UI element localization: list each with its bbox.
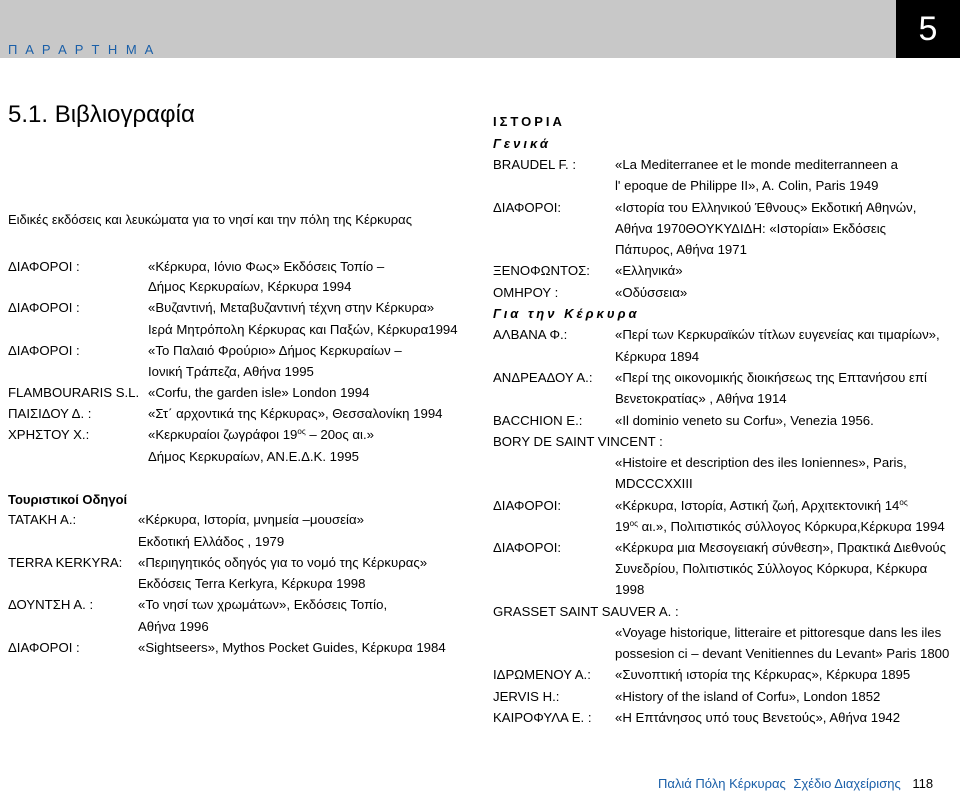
entry-author: ΠΑΙΣΙΔΟΥ Δ. : (8, 406, 92, 421)
entry-text: Ιερά Μητρόπολη Κέρκυρας και Παξών, Κέρκυρα1994 (148, 322, 458, 337)
entry-text: «Il dominio veneto su Corfu», Venezia 1956. (615, 413, 874, 428)
entry-text: «Η Επτάνησος υπό τους Βενετούς», Αθήνα 1942 (615, 710, 901, 725)
entry-text: l' epoque de Philippe II», A. Colin, Paris 1949 (615, 178, 879, 193)
entry-text: possesion ci – devant Venitiennes du Levant» Paris 1800 (615, 646, 950, 661)
entry-text: «La Mediterranee et le monde mediterranneen a (615, 157, 898, 172)
entry-author: ΤΑΤΑΚΗ Α.: (8, 512, 77, 527)
entry-text: «Κέρκυρα, Ιστορία, μνημεία –μουσεία» (138, 512, 364, 527)
entry-text: «Περί της οικονομικής διοικήσεως της Επτανήσου επί (615, 370, 927, 385)
entry-text: Εκδόσεις Terra Kerkyra, Κέρκυρα 1998 (138, 576, 366, 591)
entry-text: «Συνοπτική ιστορία της Κέρκυρας», Κέρκυρα 1895 (615, 667, 911, 682)
entry-text: «Περιηγητικός οδηγός για το νομό της Κέρκυρας» (138, 555, 428, 570)
entry-text: Δήμος Κερκυραίων, ΑΝ.Ε.Δ.Κ. 1995 (148, 449, 359, 464)
entry-author: ΟΜΗΡΟΥ : (493, 285, 559, 300)
entry-text: Κέρκυρα 1894 (615, 349, 700, 364)
entry-author: ΔΙΑΦΟΡΟΙ : (8, 259, 80, 274)
subtitle-history: ΙΣΤΟΡΙΑ (493, 114, 565, 129)
entry-text: Εκδοτική Ελλάδος , 1979 (138, 534, 285, 549)
entry-text: «Κερκυραίοι ζωγράφοι $19^{o\varsigma} - 20o\varsigma$ αι.» (148, 427, 374, 442)
entry-author: ΚΑΙΡΟΦΥΛΑ Ε. : (493, 710, 592, 725)
appendix-label: Π Α Ρ Α Ρ Τ Η Μ Α (8, 42, 156, 57)
entry-text: «Κέρκυρα μια Μεσογειακή σύνθεση», Πρακτικά Διεθνούς (615, 540, 946, 555)
entry-text: «Το Παλαιό Φρούριο» Δήμος Κερκυραίων – (148, 343, 402, 358)
section-title: 5.1. Βιβλιογραφία (8, 101, 195, 128)
entry-text: «Histoire et description des iles Ioniennes», Paris, (615, 455, 907, 470)
entry-text: «Κέρκυρα, Ιστορία, Αστική ζωή, Αρχιτεκτονική $14^{o\varsigma}$ (615, 498, 908, 513)
entry-text: Ιονική Τράπεζα, Αθήνα 1995 (148, 364, 314, 379)
entry-author: ΔΙΑΦΟΡΟΙ : (8, 640, 80, 655)
entry-text: «Corfu, the garden isle» London 1994 (148, 385, 370, 400)
entry-author: FLAMBOURARIS S.L. (8, 385, 140, 400)
entry-text: Πάπυρος, Αθήνα 1971 (615, 242, 747, 257)
footer-title: Παλιά Πόλη Κέρκυρας (658, 776, 786, 791)
entry-text: «Οδύσσεια» (615, 285, 688, 300)
entry-text: «History of the island of Corfu», London 1852 (615, 689, 881, 704)
entry-text: Δήμος Κερκυραίων, Κέρκυρα 1994 (148, 279, 352, 294)
entry-text: Αθήνα 1970ΘΟΥΚΥΔΙΔΗ: «Ιστορίαι» Εκδόσεις (615, 221, 886, 236)
entry-author: ΔΙΑΦΟΡΟΙ : (8, 300, 80, 315)
subtitle-tourist-guides: Τουριστικοί Οδηγοί (8, 492, 128, 507)
entry-text: Βενετοκρατίας» , Αθήνα 1914 (615, 391, 787, 406)
entry-author: ΞΕΝΟΦΩΝΤΟΣ: (493, 263, 590, 278)
entry-text: «Sightseers», Mythos Pocket Guides, Κέρκυρα 1984 (138, 640, 446, 655)
entry-author: TERRA KERKYRA: (8, 555, 123, 570)
entry-author: ΔΟΥΝΤΣΗ Α. : (8, 597, 94, 612)
entry-text: «Το νησί των χρωμάτων», Εκδόσεις Τοπίο, (138, 597, 388, 612)
entry-text: «Περί των Κερκυραϊκών τίτλων ευγενείας και τιμαρίων», (615, 327, 940, 342)
entry-text: «Ιστορία του Ελληνικού Έθνους» Εκδοτική Αθηνών, (615, 200, 917, 215)
entry-text: 1998 (615, 582, 645, 597)
entry-text: Συνεδρίου, Πολιτιστικός Σύλλογος Κόρκυρα, Κέρκυρα (615, 561, 928, 576)
subtitle-corfu: Για την Κέρκυρα (493, 306, 640, 321)
page-number: 118 (912, 776, 934, 791)
entry-author: ΔΙΑΦΟΡΟΙ : (8, 343, 80, 358)
page-footer (658, 776, 937, 791)
entry-text: «Στ΄ αρχοντικά της Κέρκυρας», Θεσσαλονίκη 1994 (148, 406, 443, 421)
entry-author: BACCHION E.: (493, 413, 583, 428)
entry-text: «Κέρκυρα, Ιόνιο Φως» Εκδόσεις Τοπίο – (148, 259, 385, 274)
entry-text: MDCCCXXIII (615, 476, 693, 491)
entry-author: ΔΙΑΦΟΡΟΙ: (493, 540, 562, 555)
entry-text: «Voyage historique, litteraire et pittoresque dans les iles (615, 625, 942, 640)
entry-text: «Βυζαντινή, Μεταβυζαντινή τέχνη στην Κέρκυρα» (148, 300, 435, 315)
entry-author: JERVIS H.: (493, 689, 560, 704)
entry-author: ΑΛΒΑΝΑ Φ.: (493, 327, 568, 342)
entry-author: ΧΡΗΣΤΟΥ Χ.: (8, 427, 90, 442)
entry-author: ΙΔΡΩΜΕΝΟΥ Α.: (493, 667, 591, 682)
entry-author: ΑΝΔΡΕΑΔΟΥ Α.: (493, 370, 593, 385)
chapter-number: 5 (896, 0, 960, 58)
entry-author: ΔΙΑΦΟΡΟΙ: (493, 498, 562, 513)
entry-text: «Ελληνικά» (615, 263, 683, 278)
entry-author: BRAUDEL F. : (493, 157, 577, 172)
entry-text: Αθήνα 1996 (138, 619, 209, 634)
entry-author: ΔΙΑΦΟΡΟΙ: (493, 200, 562, 215)
subtitle-special-editions: Ειδικές εκδόσεις και λευκώματα για το νησί και την πόλη της Κέρκυρας (8, 212, 412, 227)
entry-author: BORY DE SAINT VINCENT : (493, 434, 663, 449)
entry-text: $19^{o\varsigma}$ αι.», Πολιτιστικός σύλλογος Κόρκυρα,Κέρκυρα 1994 (615, 519, 945, 534)
subtitle-general: Γενικά (493, 136, 551, 151)
entry-author: GRASSET SAINT SAUVER A. : (493, 604, 679, 619)
footer-subtitle: Σχέδιο Διαχείρισης (793, 776, 901, 791)
